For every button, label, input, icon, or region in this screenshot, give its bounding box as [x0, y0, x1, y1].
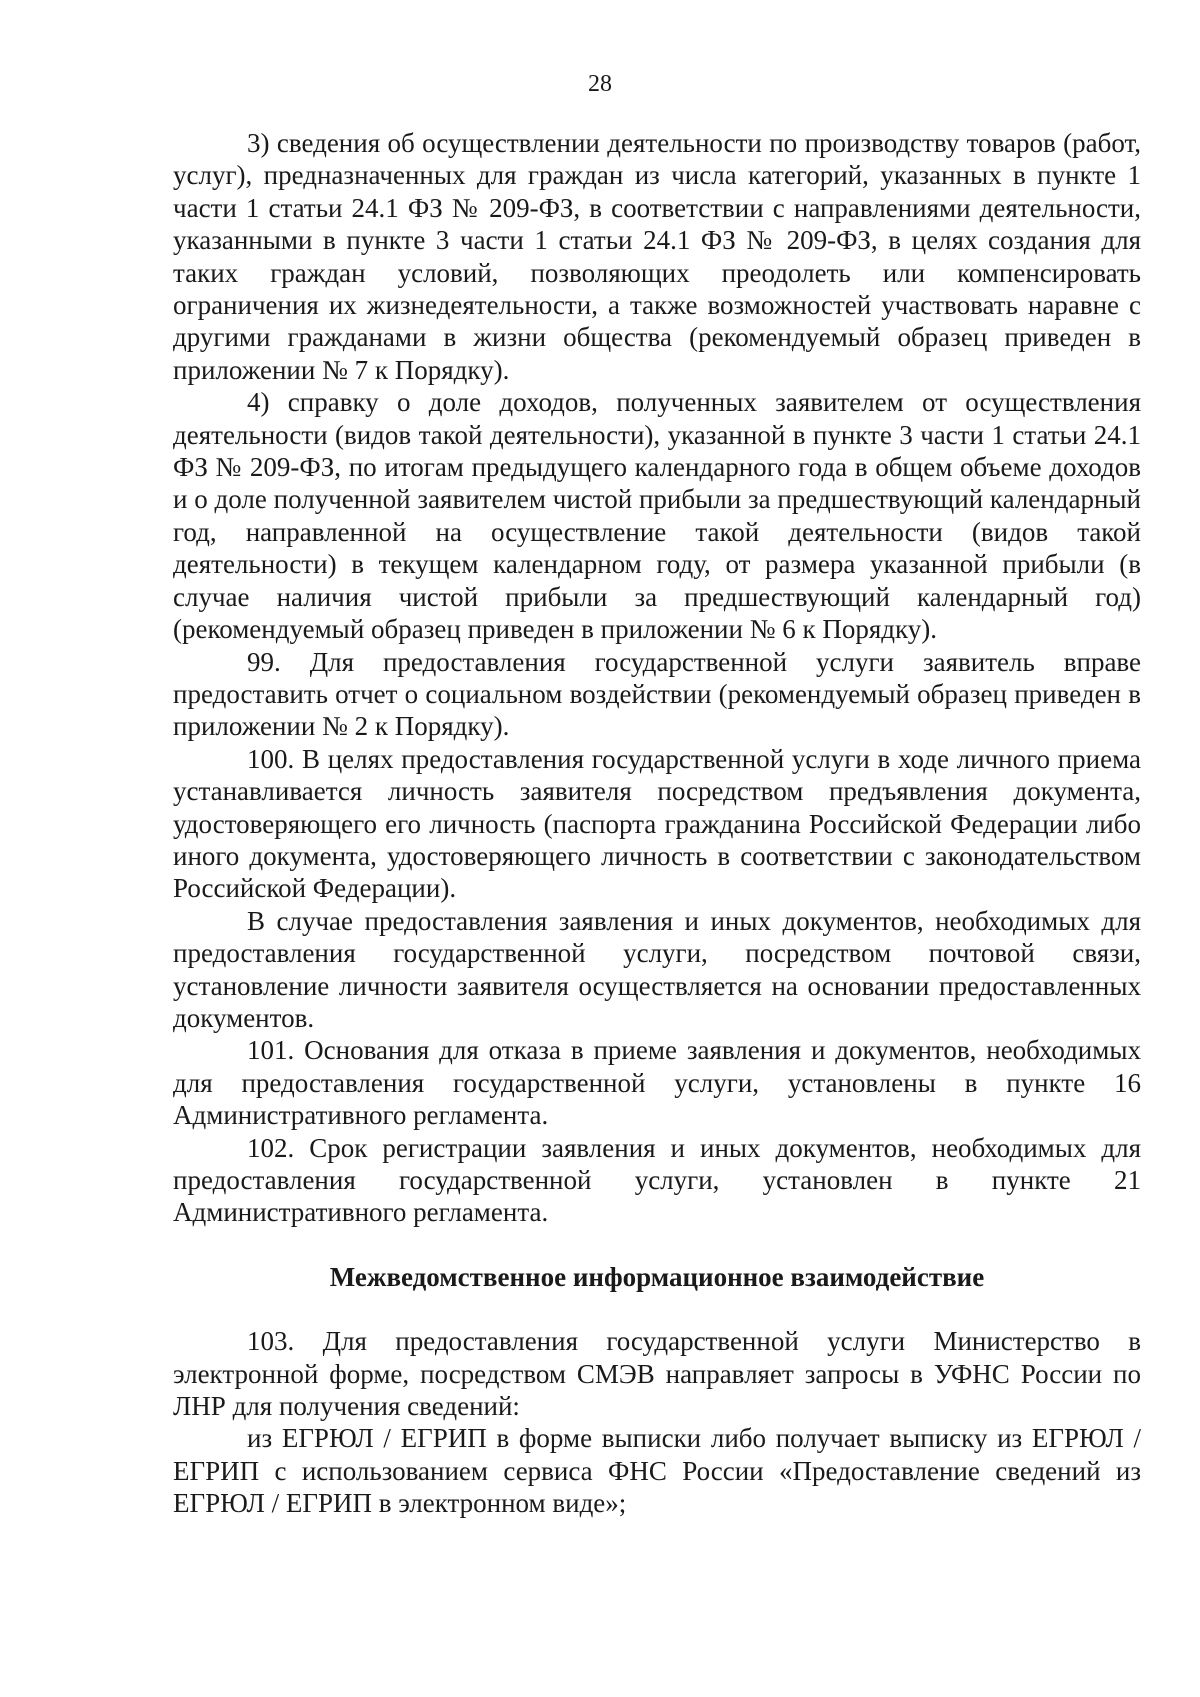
paragraph-item-4: 4) справку о доле доходов, полученных заявителем от осуществления деятельности (видов такой деятельности), указанной в пункте 3 части 1 статьи 24.1 ФЗ № 209-ФЗ, по итогам предыдущего календарного года в общем объеме доходов и о доле полученной заявителем чистой прибыли за предшествующий календарный год, направленной на осуществление такой деятельности (видов такой деятельности) в текущем календарном году, от размера указанной прибыли (в случае наличия чистой прибыли за предшествующий календарный год) (рекомендуемый образец приведен в приложении № 6 к Порядку).: [173, 387, 1141, 645]
paragraph-item-3: 3) сведения об осуществлении деятельности по производству товаров (работ, услуг), предназначенных для граждан из числа категорий, указанных в пункте 1 части 1 статьи 24.1 ФЗ № 209-ФЗ, в соответствии с направлениями деятельности, указанными в пункте 3 части 1 статьи 24.1 ФЗ № 209-ФЗ, в целях создания для таких граждан условий, позволяющих преодолеть или компенсировать ограничения их жизнедеятельности, а также возможностей участвовать наравне с другими гражданами в жизни общества (рекомендуемый образец приведен в приложении № 7 к Порядку).: [173, 128, 1141, 385]
paragraph-100: 100. В целях предоставления государственной услуги в ходе личного приема устанавливается личность заявителя посредством предъявления документа, удостоверяющего его личность (паспорта гражданина Российской Федерации либо иного документа, удостоверяющего личность в соответствии с законодательством Российской Федерации).: [173, 743, 1141, 904]
section-heading: Межведомственное информационное взаимодействие: [329, 1261, 985, 1292]
document-body: [173, 127, 1141, 1520]
page-number: 28: [588, 71, 612, 97]
paragraph-103-item-egrul: из ЕГРЮЛ / ЕГРИП в форме выписки либо получает выписку из ЕГРЮЛ / ЕГРИП с использованием сервиса ФНС России «Предоставление сведений из ЕГРЮЛ / ЕГРИП в электронном виде»;: [173, 1423, 1141, 1519]
paragraph-102: 102. Срок регистрации заявления и иных документов, необходимых для предоставления государственной услуги, установлен в пункте 21 Административного регламента.: [173, 1132, 1141, 1228]
paragraph-100-continuation: В случае предоставления заявления и иных документов, необходимых для предоставления государственной услуги, посредством почтовой связи, установление личности заявителя осуществляется на основании предоставленных документов.: [173, 905, 1141, 1033]
paragraph-99: 99. Для предоставления государственной услуги заявитель вправе предоставить отчет о социальном воздействии (рекомендуемый образец приведен в приложении № 2 к Порядку).: [173, 646, 1141, 742]
paragraph-103: 103. Для предоставления государственной услуги Министерство в электронной форме, посредством СМЭВ направляет запросы в УФНС России по ЛНР для получения сведений:: [173, 1326, 1141, 1422]
paragraph-101: 101. Основания для отказа в приеме заявления и документов, необходимых для предоставления государственной услуги, установлены в пункте 16 Административного регламента.: [173, 1035, 1141, 1131]
